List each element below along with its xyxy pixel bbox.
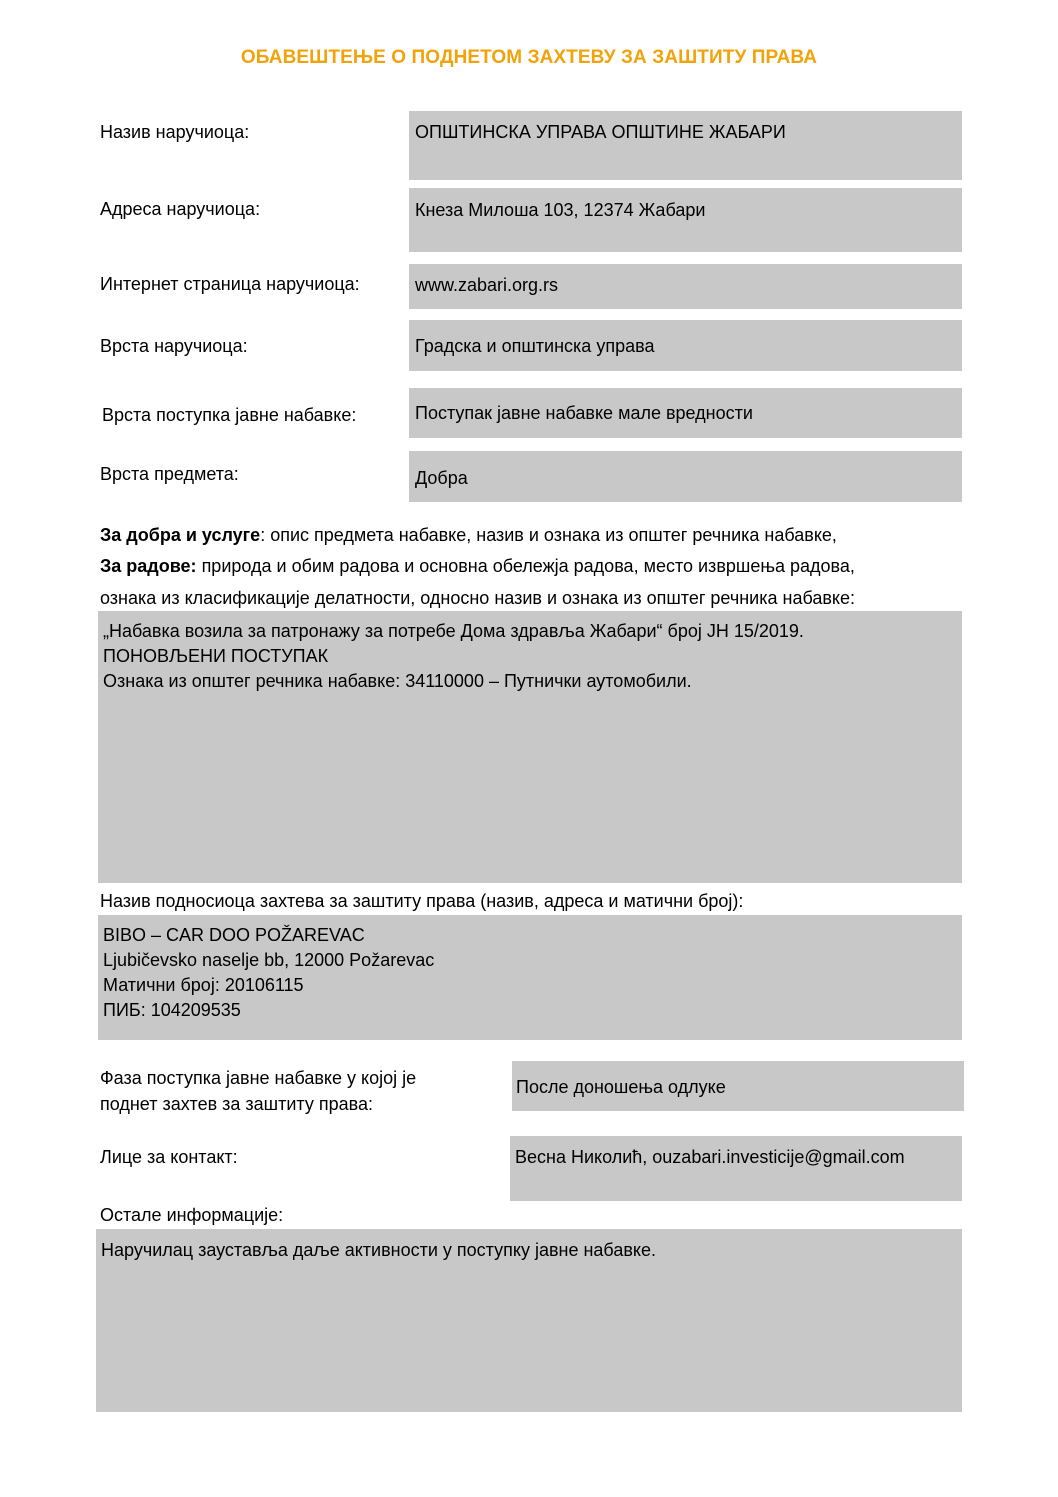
classification-instructions: ознака из класификације делатности, односно назив и ознака из општег речника набавке: xyxy=(100,588,856,608)
phase-label-line2: поднет захтев за заштиту права: xyxy=(100,1094,373,1114)
predmet-value: Добра xyxy=(415,468,468,488)
internet-value: www.zabari.org.rs xyxy=(415,275,559,295)
internet-field xyxy=(409,264,962,309)
adresa-label: Адреса наручиоца: xyxy=(100,199,261,219)
applicant-label: Назив подносиоца захтева за заштиту права (назив, адреса и матични број): xyxy=(100,891,744,911)
postupak-value: Поступак јавне набавке мале вредности xyxy=(415,403,753,423)
applicant-line: Ljubičevsko naselje bb, 12000 Požarevac xyxy=(103,950,435,970)
description-line: „Набавка возила за патронажу за потребе Дома здравља Жабари“ број ЈН 15/2019. xyxy=(103,621,804,641)
adresa-field xyxy=(409,188,962,252)
description-line: Ознака из општег речника набавке: 34110000 – Путнички аутомобили. xyxy=(103,671,692,691)
internet-label: Интернет страница наручиоца: xyxy=(100,274,360,294)
page-title: ОБАВЕШТЕЊЕ О ПОДНЕТОМ ЗАХТЕВУ ЗА ЗАШТИТУ ПРАВА xyxy=(240,47,818,68)
naziv-value: ОПШТИНСКА УПРАВА ОПШТИНЕ ЖАБАРИ xyxy=(415,122,786,142)
vrsta-label: Врста наручиоца: xyxy=(100,336,248,356)
postupak-field xyxy=(409,388,962,438)
other-field xyxy=(96,1229,962,1412)
predmet-label: Врста предмета: xyxy=(100,464,239,484)
goods-instructions xyxy=(100,522,837,548)
vrsta-value: Градска и општинска управа xyxy=(415,336,655,356)
naziv-field xyxy=(409,111,962,180)
contact-value: Весна Николић, ouzabari.investicije@gmail.com xyxy=(515,1147,905,1167)
predmet-field xyxy=(409,451,962,502)
other-label: Остале информације: xyxy=(100,1205,284,1225)
phase-label-line1: Фаза поступка јавне набавке у којој је xyxy=(100,1068,417,1088)
other-value: Наручилац зауставља даље активности у поступку јавне набавке. xyxy=(101,1240,656,1260)
applicant-box xyxy=(98,915,962,1040)
adresa-value: Кнеза Милоша 103, 12374 Жабари xyxy=(415,200,706,220)
goods-bold: За добра и услуге xyxy=(100,525,261,545)
works-text: природа и обим радова и основна обележја радова, место извршења радова, xyxy=(196,556,855,576)
contact-field xyxy=(510,1136,962,1201)
naziv-label: Назив наручиоца: xyxy=(100,122,250,142)
vrsta-field xyxy=(409,320,962,371)
applicant-line: BIBO – CAR DOO POŽAREVAC xyxy=(103,925,365,945)
contact-label: Лице за контакт: xyxy=(100,1147,238,1167)
goods-text: : опис предмета набавке, назив и ознака из општег речника набавке, xyxy=(260,525,837,545)
phase-field xyxy=(512,1061,964,1111)
postupak-label: Врста поступка јавне набавке: xyxy=(102,405,357,425)
works-bold: За радове: xyxy=(100,556,197,576)
description-line: ПОНОВЉЕНИ ПОСТУПАК xyxy=(103,646,329,666)
applicant-line: Матични број: 20106115 xyxy=(103,975,304,995)
applicant-line: ПИБ: 104209535 xyxy=(103,1000,241,1020)
works-instructions xyxy=(100,553,855,579)
phase-value: После доношења одлуке xyxy=(516,1077,726,1097)
description-box xyxy=(98,611,962,883)
